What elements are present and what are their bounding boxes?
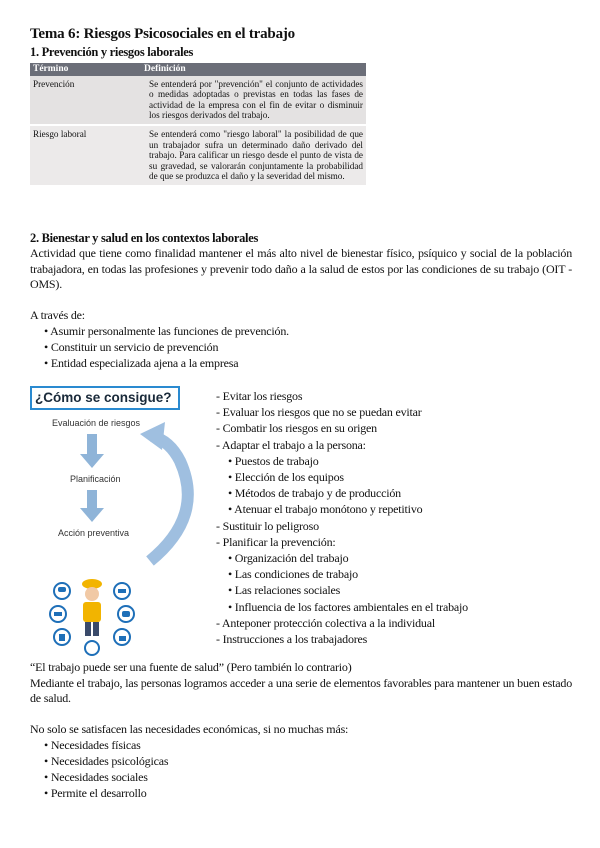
down-arrow-icon xyxy=(80,490,104,522)
table-cell-term: Prevención xyxy=(30,76,141,125)
diagram-title: ¿Cómo se consigue? xyxy=(30,386,180,410)
list-item: • Constituir un servicio de prevención xyxy=(44,339,572,355)
how-diagram xyxy=(30,386,210,660)
quote-line: “El trabajo puede ser una fuente de salud” (Pero también lo contrario) xyxy=(30,660,352,674)
list-item: • Asumir personalmente las funciones de prevención. xyxy=(44,323,572,339)
table-header-definition: Definición xyxy=(141,63,366,76)
closing-paragraph: Mediante el trabajo, las personas logramos acceder a una serie de elementos favorables para mantener un buen estado de salud. xyxy=(30,675,572,705)
section1-heading: 1. Prevención y riesgos laborales xyxy=(30,45,194,59)
list-item: • Permite el desarrollo xyxy=(44,785,572,801)
step-planning: Planificación xyxy=(70,474,121,484)
section2-heading: 2. Bienestar y salud en los contextos laborales xyxy=(30,231,259,245)
table-cell-term: Riesgo laboral xyxy=(30,125,141,185)
measure-subitem: • Las relaciones sociales xyxy=(228,583,341,598)
measure-subitem: • Métodos de trabajo y de producción xyxy=(228,486,401,501)
document-title: Tema 6: Riesgos Psicosociales en el trabajo xyxy=(30,26,295,42)
document-page xyxy=(30,26,572,800)
measure-item: - Anteponer protección colectiva a la individual xyxy=(216,615,435,630)
measure-subitem: • Elección de los equipos xyxy=(228,470,344,485)
measure-subitem: • Influencia de los factores ambientales en el trabajo xyxy=(228,599,468,614)
needs-intro: No solo se satisfacen las necesidades económicas, si no muchas más: xyxy=(30,721,349,736)
table-row xyxy=(30,76,366,125)
measure-item: - Instrucciones a los trabajadores xyxy=(216,632,368,647)
measure-item: - Adaptar el trabajo a la persona: xyxy=(216,437,366,452)
table-header-row xyxy=(30,63,366,76)
list-item: • Necesidades psicológicas xyxy=(44,753,572,769)
measure-item: - Sustituir lo peligroso xyxy=(216,518,319,533)
cycle-arrowhead-icon xyxy=(140,422,165,450)
through-label: A través de: xyxy=(30,307,85,322)
needs-list xyxy=(30,737,572,801)
section2-paragraph: Actividad que tiene como finalidad mantener el más alto nivel de bienestar físico, psíquico y social de la población trabajadora, en todas las profesiones y prevenir todo daño a la salud de estos por las condiciones de su trabajo (OIT - OMS). xyxy=(30,246,572,291)
measure-item: - Evitar los riesgos xyxy=(216,389,303,403)
list-item: • Necesidades sociales xyxy=(44,769,572,785)
measure-subitem: • Puestos de trabajo xyxy=(228,453,319,468)
measure-subitem: • Organización del trabajo xyxy=(228,551,349,566)
step-evaluation: Evaluación de riesgos xyxy=(52,418,141,428)
measure-item: - Evaluar los riesgos que no se puedan evitar xyxy=(216,405,422,420)
through-list xyxy=(30,323,572,371)
closing-section xyxy=(30,660,572,801)
measure-item: - Planificar la prevención: xyxy=(216,534,336,549)
section2 xyxy=(30,231,572,371)
table-cell-definition: Se entenderá por "prevención" el conjunto de actividades o medidas adoptadas o previstas en todas las fases de actividad de la empresa con el fin de evitar o disminuir los riesgos derivados del trabajo. xyxy=(141,76,366,125)
table-header-term: Término xyxy=(30,63,141,76)
measure-item: - Combatir los riesgos en su origen xyxy=(216,421,377,436)
table-cell-definition: Se entenderá como "riesgo laboral" la posibilidad de que un trabajador sufra un determinado daño derivado del trabajo. Para calificar un riesgo desde el punto de vista de su gravedad, se valorarán conjuntamente la probabilidad de que se produzca el daño y la severidad del mismo. xyxy=(141,125,366,185)
measures-list xyxy=(216,388,468,647)
cycle-arrow-icon xyxy=(150,436,188,561)
list-item: • Necesidades físicas xyxy=(44,737,572,753)
measure-subitem: • Atenuar el trabajo monótono y repetitivo xyxy=(228,502,423,517)
diagram-graphics xyxy=(30,386,210,660)
vest-icon xyxy=(85,641,99,655)
list-item: • Entidad especializada ajena a la empresa xyxy=(44,355,572,371)
definitions-table xyxy=(30,63,366,185)
step-action: Acción preventiva xyxy=(58,528,130,538)
down-arrow-icon xyxy=(80,434,104,468)
worker-icon xyxy=(82,579,102,636)
table-row xyxy=(30,125,366,185)
measure-subitem: • Las condiciones de trabajo xyxy=(228,567,358,582)
